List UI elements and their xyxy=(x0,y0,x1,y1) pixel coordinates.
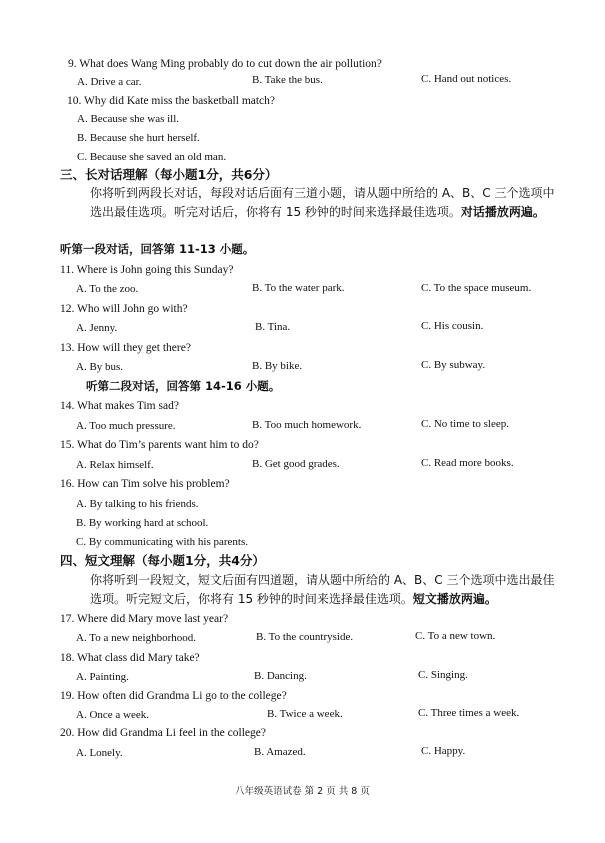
question-10: 10. Why did Kate miss the basketball match? xyxy=(67,95,276,107)
q11-option-a: A. To the zoo. xyxy=(76,283,139,295)
q12-option-c: C. His cousin. xyxy=(421,320,484,332)
section-4-instructions: 你将听到一段短文，短文后面有四道题，请从题中所给的 A、B、C 三个选项中选出最佳选项。听完短文后，你将有 15 秒钟的时间来选择最佳选项。短文播放两遍。 xyxy=(90,573,555,606)
question-13: 13. How will they get there? xyxy=(60,342,191,354)
q17-option-a: A. To a new neighborhood. xyxy=(76,632,197,644)
question-20: 20. How did Grandma Li feel in the college? xyxy=(60,727,266,739)
section-3-title: 三、长对话理解（每小题1分，共6分） xyxy=(60,167,278,182)
q19-option-b: B. Twice a week. xyxy=(267,708,343,720)
q16-option-c: C. By communicating with his parents. xyxy=(76,536,249,548)
question-14: 14. What makes Tim sad? xyxy=(60,400,179,412)
q9-option-b: B. Take the bus. xyxy=(252,74,323,86)
q11-option-b: B. To the water park. xyxy=(252,282,345,294)
q18-option-b: B. Dancing. xyxy=(254,670,307,682)
q12-option-a: A. Jenny. xyxy=(76,322,118,334)
section-3-instructions: 你将听到两段长对话，每段对话后面有三道小题，请从题中所给的 A、B、C 三个选项中选出最佳选项。听完对话后，你将有 15 秒钟的时间来选择最佳选项。对话播放两遍。 xyxy=(90,186,555,219)
q17-option-b: B. To the countryside. xyxy=(256,631,354,643)
q10-option-c: C. Because she saved an old man. xyxy=(77,151,227,163)
q16-option-a: A. By talking to his friends. xyxy=(76,498,199,510)
q15-option-c: C. Read more books. xyxy=(421,457,514,469)
q14-option-b: B. Too much homework. xyxy=(252,419,362,431)
question-11: 11. Where is John going this Sunday? xyxy=(60,264,234,276)
q15-option-b: B. Get good grades. xyxy=(252,458,340,470)
q11-option-c: C. To the space museum. xyxy=(421,282,532,294)
question-17: 17. Where did Mary move last year? xyxy=(60,613,229,625)
q12-option-b: B. Tina. xyxy=(255,321,291,333)
question-12: 12. Who will John go with? xyxy=(60,303,188,315)
q20-option-c: C. Happy. xyxy=(421,745,466,757)
section-3-part-1-heading: 听第一段对话，回答第 11-13 小题。 xyxy=(60,242,255,256)
q13-option-c: C. By subway. xyxy=(421,359,486,371)
q10-option-a: A. Because she was ill. xyxy=(77,113,180,125)
q18-option-c: C. Singing. xyxy=(418,669,468,681)
q19-option-c: C. Three times a week. xyxy=(418,707,520,719)
q17-option-c: C. To a new town. xyxy=(415,630,496,642)
q14-option-a: A. Too much pressure. xyxy=(76,420,176,432)
q13-option-b: B. By bike. xyxy=(252,360,303,372)
q19-option-a: A. Once a week. xyxy=(76,709,149,721)
q9-option-c: C. Hand out notices. xyxy=(421,73,512,85)
q20-option-b: B. Amazed. xyxy=(254,746,306,758)
section-3-part-2-heading: 听第二段对话，回答第 14-16 小题。 xyxy=(86,379,281,393)
q10-option-b: B. Because she hurt herself. xyxy=(77,132,200,144)
q20-option-a: A. Lonely. xyxy=(76,747,123,759)
question-16: 16. How can Tim solve his problem? xyxy=(60,478,230,490)
question-9: 9. What does Wang Ming probably do to cut down the air pollution? xyxy=(68,58,382,70)
question-19: 19. How often did Grandma Li go to the college? xyxy=(60,690,287,702)
q18-option-a: A. Painting. xyxy=(76,671,129,683)
question-18: 18. What class did Mary take? xyxy=(60,652,200,664)
q14-option-c: C. No time to sleep. xyxy=(421,418,509,430)
q13-option-a: A. By bus. xyxy=(76,361,124,373)
section-4-title: 四、短文理解（每小题1分，共4分） xyxy=(60,553,265,568)
page-footer: 八年级英语试卷 第 2 页 共 8 页 xyxy=(235,786,370,797)
q16-option-b: B. By working hard at school. xyxy=(76,517,209,529)
q9-option-a: A. Drive a car. xyxy=(77,76,142,88)
q15-option-a: A. Relax himself. xyxy=(76,459,154,471)
question-15: 15. What do Tim’s parents want him to do? xyxy=(60,439,259,451)
